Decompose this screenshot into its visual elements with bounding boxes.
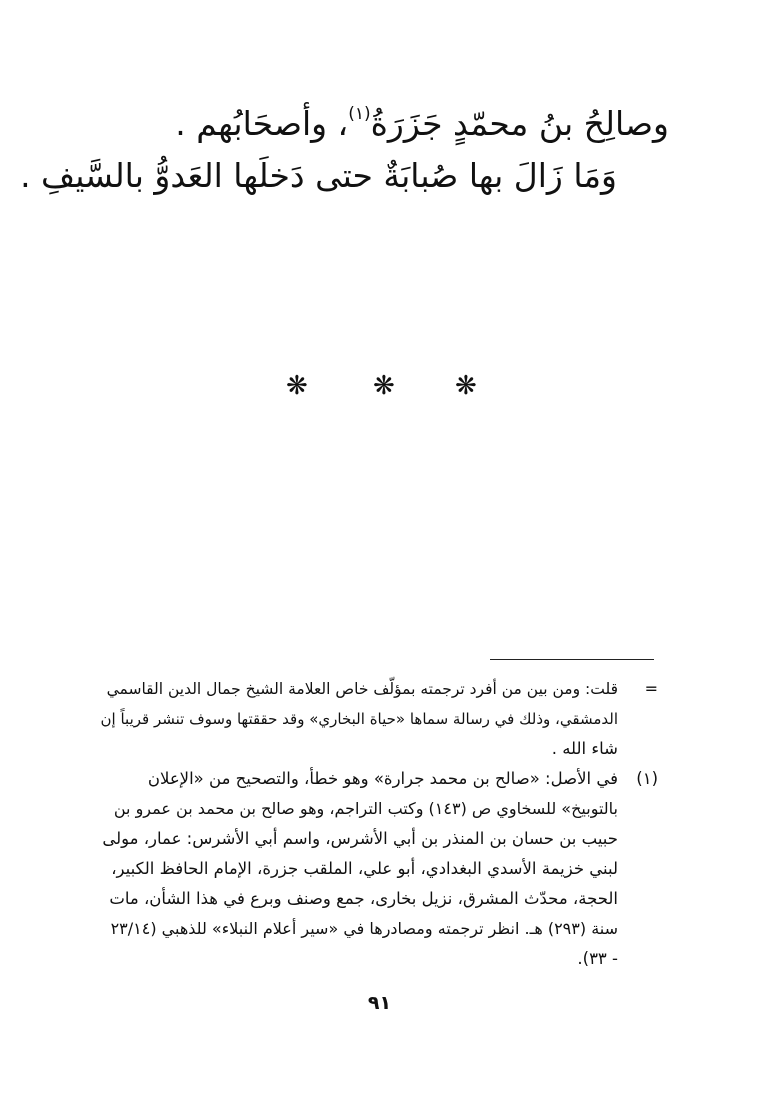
asterisk-ornament-icon: ❋ — [373, 371, 395, 401]
footnote-line: الدمشقي، وذلك في رسالة سماها «حياة البخاري» وقد حققتها وسوف تنشر قريباً إن — [100, 710, 618, 728]
page-number: ٩١ — [367, 992, 392, 1014]
footnote-line: سنة (٢٩٣) هـ. انظر ترجمته ومصادرها في «سير أعلام النبلاء» للذهبي (٢٣/١٤ — [110, 919, 618, 938]
footnote-continuation — [100, 674, 658, 764]
main-text-line-1-start: وصالِحُ بنُ محمّدٍ جَزَرَةُ — [370, 104, 669, 143]
section-separator — [0, 368, 759, 404]
asterisk-ornament-icon: ❋ — [286, 371, 308, 401]
footnote-line: بالتوبيخ» للسخاوي ص (١٤٣) وكتب التراجم، وهو صالح بن محمد بن عمرو بن — [113, 799, 618, 818]
main-text-line-1 — [69, 92, 669, 146]
footnote-line: حبيب بن حسان بن المنذر بن أبي الأشرس، واسم أبي الأشرس: عمار، مولى — [102, 829, 618, 848]
footnote-1 — [100, 764, 658, 974]
footnote-number: (١) — [636, 769, 658, 788]
continuation-mark: = — [644, 679, 658, 698]
footnote-line: لبني خزيمة الأسدي البغدادي، أبو علي، الملقب جزرة، الإمام الحافظ الكبير، — [111, 859, 618, 878]
footnotes-section — [100, 674, 658, 974]
footnote-line: قلت: ومن بين من أفرد ترجمته بمؤلّف خاص العلامة الشيخ جمال الدين القاسمي — [106, 680, 618, 698]
main-text-line-1-end: ، وأصحَابُهم . — [175, 104, 349, 143]
footnote-line: الحجة، محدّث المشرق، نزيل بخارى، جمع وصنف وبرع في هذا الشأن، مات — [109, 889, 618, 908]
asterisk-ornament-icon: ❋ — [455, 371, 477, 401]
footnote-line: - ٣٣). — [577, 949, 618, 968]
footnote-reference-1[interactable]: (١) — [348, 104, 371, 124]
footnote-divider — [490, 659, 654, 660]
footnote-line: شاء الله . — [551, 739, 618, 758]
footnote-line: في الأصل: «صالح بن محمد جرارة» وهو خطأ، والتصحيح من «الإعلان — [147, 769, 618, 788]
main-text-line-2: وَمَا زَالَ بها صُبابَةٌ حتى دَخلَها العَدوُّ بالسَّيفِ . — [20, 156, 617, 195]
